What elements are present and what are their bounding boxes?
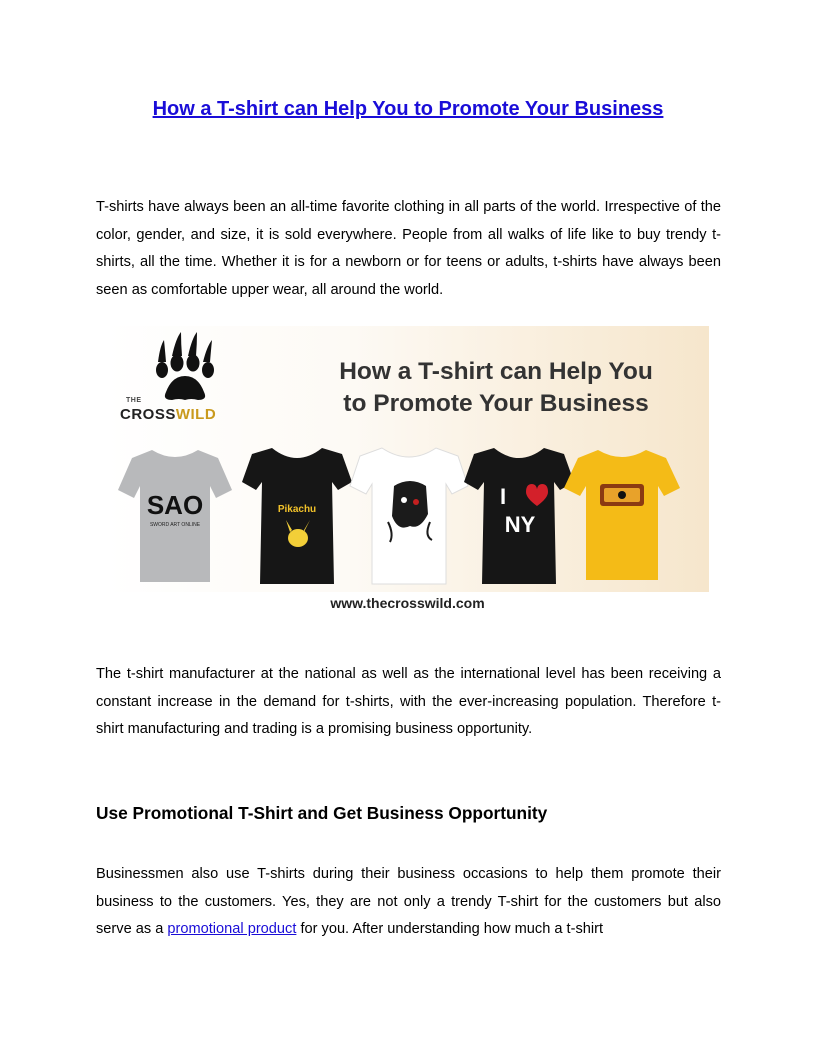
brand-small-text: THE xyxy=(126,397,142,404)
article-banner-image xyxy=(106,326,709,592)
shirt-text-i: I xyxy=(500,484,507,509)
paragraph-promotional xyxy=(96,861,721,944)
white-shirt-graphic-icon xyxy=(350,448,468,584)
paragraph-text-after-link: for you. After understanding how much a t-shirt xyxy=(296,921,604,938)
paw-logo-icon xyxy=(106,326,256,446)
banner-url: www.thecrosswild.com xyxy=(330,595,485,611)
brand-accent-text: WILD xyxy=(175,406,217,423)
shirt-text-sao: SAO xyxy=(146,490,204,520)
document-title: How a T-shirt can Help You to Promote Your Business xyxy=(152,98,664,120)
gray-shirt-icon xyxy=(118,450,232,582)
yellow-shirt-icon xyxy=(564,450,680,580)
banner-heading xyxy=(306,356,686,420)
tshirt-lineup xyxy=(106,436,709,592)
black-shirt-pikachu-icon xyxy=(242,448,352,584)
shirt-text-sao-sub: SWORD ART ONLINE xyxy=(149,522,201,528)
banner-heading-line2: to Promote Your Business xyxy=(343,390,649,417)
intro-paragraph: T-shirts have always been an all-time favorite clothing in all parts of the world. Irrespective of the color, gender, and size, it is sold everywhere. People from all walks of life like to buy trendy t-shirts, all the time. Whether it is for a newborn or for teens or adults, t-shirts have always been seen as comfortable upper wear, all around the world. xyxy=(96,199,721,298)
brand-name xyxy=(120,397,217,423)
shirt-text-ny: NY xyxy=(504,512,536,537)
banner-heading-line1: How a T-shirt can Help You xyxy=(339,358,653,385)
brand-main-text: CROSS xyxy=(120,406,176,423)
shirt-text-pikachu: Pikachu xyxy=(277,504,317,515)
paragraph-text-before-link: Businessmen also use T-shirts during their business occasions to help them promote their business to the customers. Yes, they are not only a trendy T-shirt for the customers but also serve as a xyxy=(96,866,721,938)
promotional-product-link[interactable]: promotional product xyxy=(167,921,297,938)
paragraph-manufacturer: The t-shirt manufacturer at the national as well as the international level has been receiving a constant increase in the demand for t-shirts, with the ever-increasing population. Therefore t-shirt manufacturing and trading is a promising business opportunity. xyxy=(96,666,721,738)
section-heading: Use Promotional T-Shirt and Get Business Opportunity xyxy=(96,803,548,823)
black-shirt-iloveny-icon xyxy=(464,448,574,584)
